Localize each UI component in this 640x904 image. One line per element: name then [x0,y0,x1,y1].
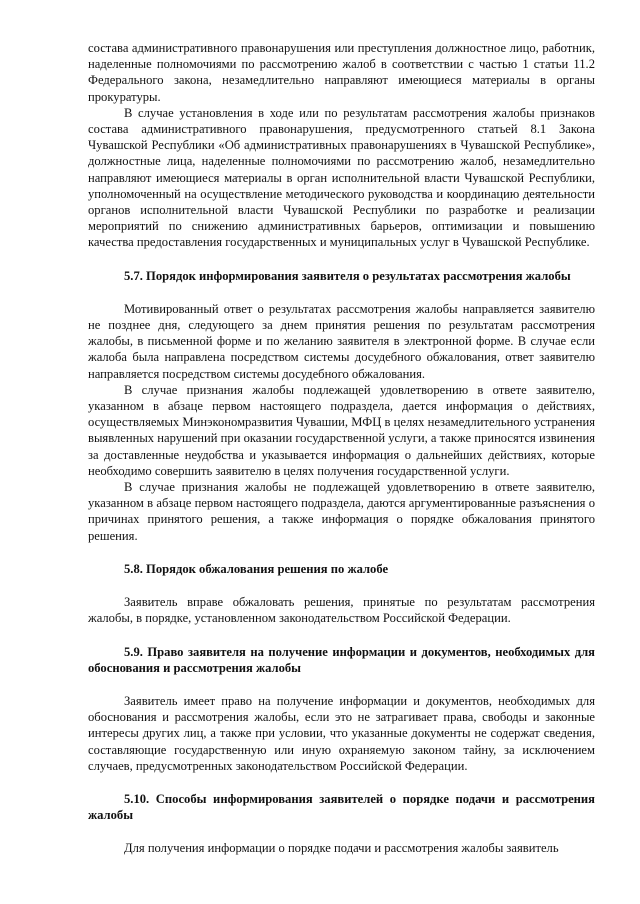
section-5-7-paragraph-2: В случае признания жалобы подлежащей удовлетворению в ответе заявителю, указанном в абзаце первом настоящего подраздела, дается информация о действиях, осуществляемых Минэкономразвития Чувашии, МФЦ в целях незамедлительного устранения выявленных нарушений при оказании государственной услуги, а также приносятся извинения за доставленные неудобства и указывается информация о дальнейших действиях, которые необходимо совершить заявителю в целях получения государственной услуги. [88,382,595,478]
section-5-10-heading: 5.10. Способы информирования заявителей о порядке подачи и рассмотрения жалобы [88,791,595,823]
section-5-8-heading: 5.8. Порядок обжалования решения по жалобе [124,561,389,576]
paragraph-admin-offense: В случае установления в ходе или по результатам рассмотрения жалобы признаков состава административного правонарушения, предусмотренного статьей 8.1 Закона Чувашской Республики «Об административных правонарушениях в Чувашской Республике», должностные лица, наделенные полномочиями по рассмотрению жалоб, незамедлительно направляют имеющиеся материалы в орган исполнительной власти Чувашской Республики, уполномоченный на осуществление методического руководства и координацию деятельности органов исполнительной власти Чувашской Республики по разработке и реализации мероприятий по снижению административных барьеров, оптимизации и повышению качества предоставления государственных и муниципальных услуг в Чувашской Республике. [88,105,595,250]
section-5-9-heading: 5.9. Право заявителя на получение информации и документов, необходимых для обоснования и рассмотрения жалобы [88,644,595,675]
paragraph-continuation: состава административного правонарушения или преступления должностное лицо, работник, наделенные полномочиями по рассмотрению жалоб в соответствии с частью 1 статьи 11.2 Федерального закона, незамедлительно направляют имеющиеся материалы в органы прокуратуры. [88,41,595,104]
section-5-9-paragraph-1: Заявитель имеет право на получение информации и документов, необходимых для обоснования и рассмотрения жалобы, если это не затрагивает права, свободы и законные интересы других лиц, а также при условии, что указанные документы не содержат сведения, составляющие государственную или иную охраняемую законом тайну, за исключением случаев, предусмотренных законодательством Российской Федерации. [88,693,595,773]
section-5-10-paragraph-1: Для получения информации о порядке подачи и рассмотрения жалобы заявитель [124,841,559,856]
section-5-7-paragraph-1: Мотивированный ответ о результатах рассмотрения жалобы направляется заявителю не позднее дня, следующего за днем принятия решения по результатам рассмотрения жалобы, в письменной форме и по желанию заявителя в электронной форме. В случае если жалоба была направлена посредством системы досудебного обжалования, ответ заявителю направляется посредством системы досудебного обжалования. [88,301,595,381]
section-5-7-heading: 5.7. Порядок информирования заявителя о результатах рассмотрения жалобы [124,268,571,283]
section-5-8-paragraph-1: Заявитель вправе обжаловать решения, принятые по результатам рассмотрения жалобы, в порядке, установленном законодательством Российской Федерации. [88,595,595,626]
section-5-7-paragraph-3: В случае признания жалобы не подлежащей удовлетворению в ответе заявителю, указанном в абзаце первом настоящего подраздела, даются аргументированные разъяснения о причинах принятого решения, а также информация о порядке обжалования принятого решения. [88,480,595,543]
